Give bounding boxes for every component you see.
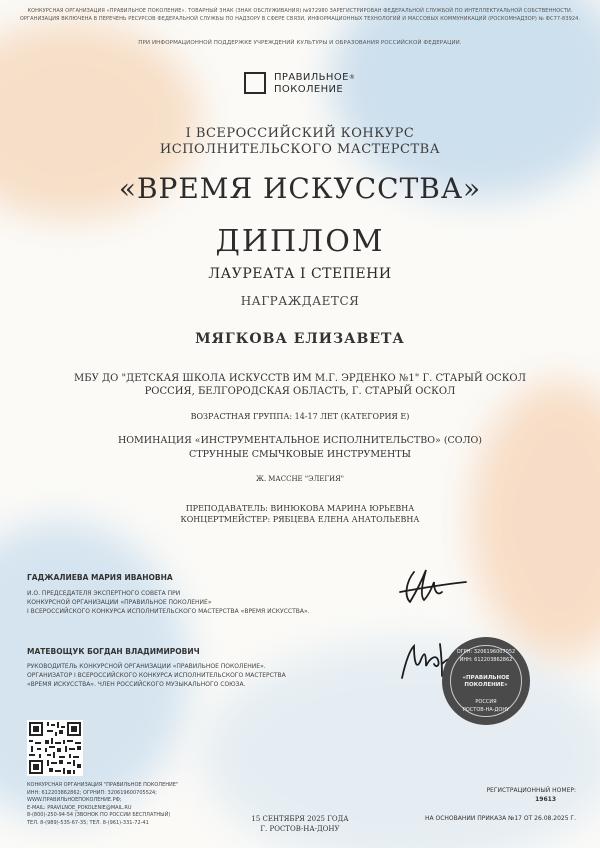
instrument-category: СТРУННЫЕ СМЫЧКОВЫЕ ИНСТРУМЕНТЫ [189, 449, 411, 460]
order-reference: НА ОСНОВАНИИ ПРИКАЗА №17 ОТ 26.08.2025 Г. [424, 815, 576, 822]
registration-block [400, 786, 576, 804]
contest-line1: I ВСЕРОССИЙСКИЙ КОНКУРС [185, 126, 415, 141]
seal-city: РОСТОВ-НА-ДОНУ [462, 707, 510, 713]
signer-name: ГАДЖАЛИЕВА МАРИЯ ИВАНОВНА [27, 573, 173, 582]
signer-description [27, 589, 310, 616]
age-group: ВОЗРАСТНАЯ ГРУППА: 14-17 ЛЕТ (КАТЕГОРИЯ E) [190, 412, 410, 421]
nomination [0, 434, 600, 462]
signer-description [27, 662, 286, 689]
footer-inn: ИНН: 612203862862; ОГРНИП: 320619600705524; [27, 789, 157, 796]
recipient-name: МЯГКОВА ЕЛИЗАВЕТА [195, 331, 405, 347]
institution-name: МБУ ДО "ДЕТСКАЯ ШКОЛА ИСКУССТВ ИМ М.Г. ЭРДЕНКО №1" Г. СТАРЫЙ ОСКОЛ [74, 373, 526, 384]
mentors [0, 503, 600, 525]
support-notice: ПРИ ИНФОРМАЦИОННОЙ ПОДДЕРЖКЕ УЧРЕЖДЕНИЙ КУЛЬТУРЫ И ОБРАЗОВАНИЯ РОССИЙСКОЙ ФЕДЕРАЦИИ. [138, 40, 462, 46]
footer-phone: 8-(800)-250-94-54 (ЗВОНОК ПО РОССИИ БЕСПЛАТНЫЙ) [27, 812, 171, 818]
registration-label: РЕГИСТРАЦИОННЫЙ НОМЕР: [486, 787, 576, 794]
seal-ogrn: ОГРН: 3206196007052 [456, 649, 516, 655]
legal-notice-2: ОРГАНИЗАЦИЯ ВКЛЮЧЕНА В ПЕРЕЧЕНЬ РЕСУРСОВ ФЕДЕРАЛЬНОЙ СЛУЖБЫ ПО НАДЗОРУ В СФЕРЕ СВЯЗИ, ИНФОРМАЦИОННЫХ ТЕХНОЛОГИЙ И МАССОВЫХ КОММУНИКАЦИЙ (РОСКОМНАДЗОР) № ФС77-83924. [19, 16, 581, 22]
logo-line1: ПРАВИЛЬНОЕ [274, 72, 349, 83]
accompanist: КОНЦЕРТМЕЙСТЕР: РЯБЦЕВА ЕЛЕНА АНАТОЛЬЕВНА [180, 515, 420, 524]
seal-center: «ПРАВИЛЬНОЕ ПОКОЛЕНИЕ» [462, 675, 510, 688]
institution [0, 372, 600, 398]
signer-desc-line: ОРГАНИЗАТОР I ВСЕРОССИЙСКОГО КОНКУРСА ИСПОЛНИТЕЛЬСКОГО МАСТЕРСТВА [27, 672, 286, 679]
issue-date-place [230, 814, 370, 834]
diploma-title: ДИПЛОМ [215, 224, 385, 259]
official-seal [442, 637, 530, 725]
seal-country: РОССИЯ [475, 699, 497, 705]
performed-piece: Ж. МАССНЕ "ЭЛЕГИЯ" [255, 475, 345, 483]
contest-name: «ВРЕМЯ ИСКУССТВА» [118, 172, 482, 205]
seal-inn: ИНН: 612203862862 [459, 657, 513, 663]
signer-desc-line: I ВСЕРОССИЙСКОГО КОНКУРСА ИСПОЛНИТЕЛЬСКОГО МАСТЕРСТВА «ВРЕМЯ ИСКУССТВА». [27, 608, 310, 615]
contest-title [0, 126, 600, 158]
footer-org: КОНКУРСНАЯ ОРГАНИЗАЦИЯ "ПРАВИЛЬНОЕ ПОКОЛЕНИЕ" [27, 782, 179, 788]
contest-line2: ИСПОЛНИТЕЛЬСКОГО МАСТЕРСТВА [159, 142, 441, 157]
signer-name: МАТЕВОЩУК БОГДАН ВЛАДИМИРОВИЧ [27, 647, 200, 656]
awarded-label: НАГРАЖДАЕТСЯ [240, 294, 360, 308]
institution-location: РОССИЯ, БЕЛГОРОДСКАЯ ОБЛАСТЬ, Г. СТАРЫЙ ОСКОЛ [144, 386, 456, 397]
brand-logo [244, 72, 364, 104]
registration-number: 19613 [535, 796, 556, 803]
qr-code-icon [27, 720, 83, 776]
signer-desc-line: И.О. ПРЕДСЕДАТЕЛЯ ЭКСПЕРТНОГО СОВЕТА ПРИ [27, 590, 181, 597]
legal-notice-1: КОНКУРСНАЯ ОРГАНИЗАЦИЯ «ПРАВИЛЬНОЕ ПОКОЛЕНИЕ». ТОВАРНЫЙ ЗНАК (ЗНАК ОБСЛУЖИВАНИЯ) №972980 ЗАРЕГИСТРИРОВАН ФЕДЕРАЛЬНОЙ СЛУЖБОЙ ПО ИНТЕЛЛЕКТУАЛЬНОЙ СОБСТВЕННОСТИ. [27, 8, 573, 14]
watercolor-wash [330, 0, 600, 200]
qr-code[interactable] [27, 720, 83, 776]
signer-desc-line: «ВРЕМЯ ИСКУССТВА». ЧЛЕН РОССИЙСКОГО МУЗЫКАЛЬНОГО СОЮЗА. [27, 681, 246, 688]
issue-city: Г. РОСТОВ-НА-ДОНУ [260, 825, 340, 833]
signature-1-icon [392, 562, 470, 610]
footer-website[interactable]: WWW.ПРАВИЛЬНОЕПОКОЛЕНИЕ.РФ; [27, 797, 122, 803]
issue-date: 15 СЕНТЯБРЯ 2025 ГОДА [251, 815, 349, 823]
logo-registered-mark: ® [348, 74, 356, 81]
logo-text [274, 72, 355, 96]
footer-phone: ТЕЛ. 8-(989)-535-67-35; ТЕЛ. 8-(961)-331-72-41 [27, 819, 149, 826]
organization-contacts [27, 782, 247, 827]
logo-square-icon [244, 72, 266, 94]
signer-desc-line: КОНКУРСНОЙ ОРГАНИЗАЦИИ «ПРАВИЛЬНОЕ ПОКОЛЕНИЕ» [27, 599, 212, 606]
teacher: ПРЕПОДАВАТЕЛЬ: ВИНЮКОВА МАРИНА ЮРЬЕВНА [185, 504, 415, 513]
logo-line2: ПОКОЛЕНИЕ [274, 84, 344, 95]
signer-desc-line: РУКОВОДИТЕЛЬ КОНКУРСНОЙ ОРГАНИЗАЦИИ «ПРАВИЛЬНОЕ ПОКОЛЕНИЕ». [27, 663, 266, 670]
footer-email[interactable]: E-MAIL: PRAVILNOE_POKOLENIE@MAIL.RU [27, 804, 132, 811]
diploma-degree: ЛАУРЕАТА I СТЕПЕНИ [208, 266, 392, 282]
nomination-name: НОМИНАЦИЯ «ИНСТРУМЕНТАЛЬНОЕ ИСПОЛНИТЕЛЬСТВО» (СОЛО) [117, 435, 483, 446]
